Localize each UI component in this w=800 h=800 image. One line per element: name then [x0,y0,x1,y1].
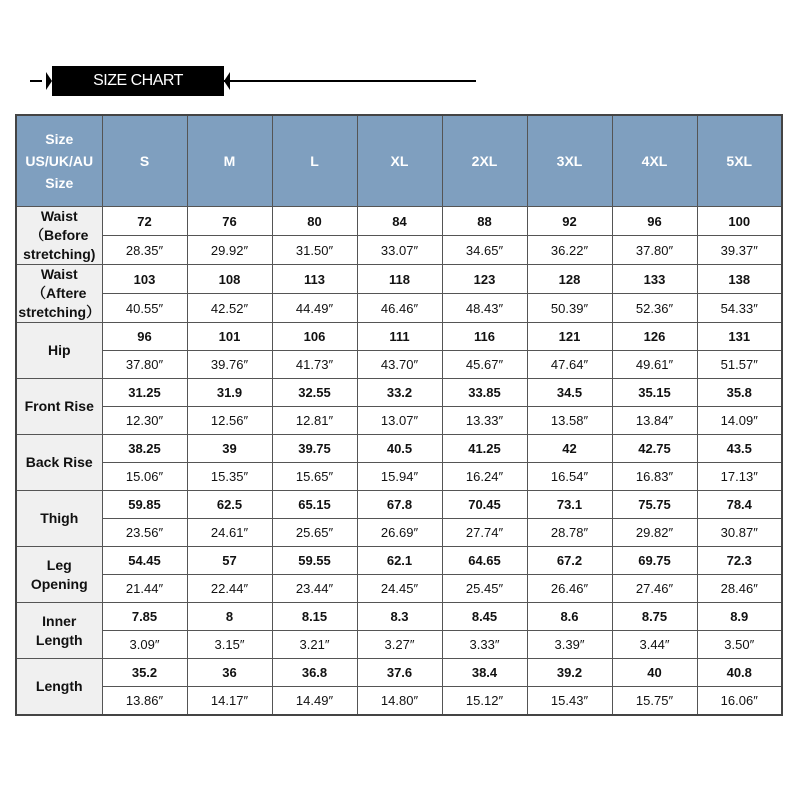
cm-value-cell: 131 [697,323,782,351]
cm-value-cell: 67.8 [357,491,442,519]
cm-value-cell: 70.45 [442,491,527,519]
cm-value-cell: 128 [527,265,612,294]
cm-value-cell: 39.2 [527,659,612,687]
table-row-cm [16,491,782,519]
cm-value-cell: 67.2 [527,547,612,575]
table-row-inch [16,463,782,491]
inch-value-cell: 15.94″ [357,463,442,491]
table-row-cm [16,207,782,236]
measurement-label [16,435,102,491]
cm-value-cell: 41.25 [442,435,527,463]
inch-value-cell: 13.58″ [527,407,612,435]
inch-value-cell: 44.49″ [272,294,357,323]
cm-value-cell: 78.4 [697,491,782,519]
inch-value-cell: 37.80″ [612,236,697,265]
cm-value-cell: 33.2 [357,379,442,407]
header-label-line: Size [45,131,74,147]
cm-value-cell: 59.55 [272,547,357,575]
inch-value-cell: 13.84″ [612,407,697,435]
inch-value-cell: 15.35″ [187,463,272,491]
inch-value-cell: 13.07″ [357,407,442,435]
table-row-inch [16,575,782,603]
inch-value-cell: 27.46″ [612,575,697,603]
inch-value-cell: 46.46″ [357,294,442,323]
inch-value-cell: 42.52″ [187,294,272,323]
measurement-label-line: （Aftere [32,285,87,301]
size-column-header: XL [357,115,442,207]
inch-value-cell: 12.81″ [272,407,357,435]
inch-value-cell: 25.65″ [272,519,357,547]
cm-value-cell: 75.75 [612,491,697,519]
measurement-label-line: Length [35,678,83,694]
inch-value-cell: 3.50″ [697,631,782,659]
banner-title: SIZE CHART [52,66,224,96]
cm-value-cell: 123 [442,265,527,294]
table-row-inch [16,351,782,379]
cm-value-cell: 8.75 [612,603,697,631]
cm-value-cell: 31.25 [102,379,187,407]
cm-value-cell: 108 [187,265,272,294]
cm-value-cell: 35.8 [697,379,782,407]
measurement-label [16,659,102,716]
inch-value-cell: 16.06″ [697,687,782,716]
inch-value-cell: 31.50″ [272,236,357,265]
cm-value-cell: 40.8 [697,659,782,687]
measurement-label-line: Thigh [40,510,79,526]
inch-value-cell: 28.46″ [697,575,782,603]
cm-value-cell: 38.4 [442,659,527,687]
cm-value-cell: 101 [187,323,272,351]
cm-value-cell: 72.3 [697,547,782,575]
inch-value-cell: 40.55″ [102,294,187,323]
size-column-header: M [187,115,272,207]
inch-value-cell: 16.54″ [527,463,612,491]
cm-value-cell: 8.45 [442,603,527,631]
measurement-label-line: Length [35,631,83,648]
cm-value-cell: 62.5 [187,491,272,519]
cm-value-cell: 106 [272,323,357,351]
header-label-line: Size [45,175,74,191]
inch-value-cell: 49.61″ [612,351,697,379]
size-column-header: 4XL [612,115,697,207]
inch-value-cell: 3.44″ [612,631,697,659]
measurement-label-line: Waist [40,208,78,224]
cm-value-cell: 7.85 [102,603,187,631]
inch-value-cell: 39.76″ [187,351,272,379]
inch-value-cell: 23.44″ [272,575,357,603]
inch-value-cell: 28.35″ [102,236,187,265]
cm-value-cell: 59.85 [102,491,187,519]
cm-value-cell: 40.5 [357,435,442,463]
cm-value-cell: 34.5 [527,379,612,407]
cm-value-cell: 138 [697,265,782,294]
measurement-label [16,547,102,603]
cm-value-cell: 57 [187,547,272,575]
cm-value-cell: 96 [612,207,697,236]
inch-value-cell: 3.39″ [527,631,612,659]
inch-value-cell: 14.80″ [357,687,442,716]
inch-value-cell: 33.07″ [357,236,442,265]
measurement-label [16,323,102,379]
cm-value-cell: 33.85 [442,379,527,407]
inch-value-cell: 22.44″ [187,575,272,603]
inch-value-cell: 26.69″ [357,519,442,547]
cm-value-cell: 133 [612,265,697,294]
size-header-cell [16,115,102,207]
inch-value-cell: 28.78″ [527,519,612,547]
table-row-inch [16,519,782,547]
cm-value-cell: 43.5 [697,435,782,463]
measurement-label-line: Inner [42,612,77,629]
inch-value-cell: 24.61″ [187,519,272,547]
inch-value-cell: 3.27″ [357,631,442,659]
inch-value-cell: 12.56″ [187,407,272,435]
inch-value-cell: 54.33″ [697,294,782,323]
cm-value-cell: 35.2 [102,659,187,687]
table-row-cm [16,323,782,351]
inch-value-cell: 23.56″ [102,519,187,547]
header-label-line: US/UK/AU [25,153,94,169]
table-row-cm [16,379,782,407]
cm-value-cell: 36 [187,659,272,687]
inch-value-cell: 24.45″ [357,575,442,603]
inch-value-cell: 3.21″ [272,631,357,659]
table-row-cm [16,603,782,631]
inch-value-cell: 15.43″ [527,687,612,716]
cm-value-cell: 92 [527,207,612,236]
cm-value-cell: 32.55 [272,379,357,407]
size-column-header: L [272,115,357,207]
inch-value-cell: 3.15″ [187,631,272,659]
table-row-inch [16,687,782,716]
measurement-label-line: stretching) [23,246,96,262]
cm-value-cell: 8.6 [527,603,612,631]
inch-value-cell: 12.30″ [102,407,187,435]
measurement-label [16,207,102,265]
cm-value-cell: 31.9 [187,379,272,407]
inch-value-cell: 3.33″ [442,631,527,659]
cm-value-cell: 38.25 [102,435,187,463]
inch-value-cell: 25.45″ [442,575,527,603]
measurement-label-line: Leg [46,556,72,573]
cm-value-cell: 113 [272,265,357,294]
cm-value-cell: 36.8 [272,659,357,687]
measurement-label-line: Front Rise [24,398,94,414]
banner-left-dash [30,80,42,82]
measurement-label-line: （Before [30,227,89,243]
inch-value-cell: 52.36″ [612,294,697,323]
inch-value-cell: 43.70″ [357,351,442,379]
cm-value-cell: 103 [102,265,187,294]
inch-value-cell: 45.67″ [442,351,527,379]
cm-value-cell: 126 [612,323,697,351]
cm-value-cell: 73.1 [527,491,612,519]
inch-value-cell: 39.37″ [697,236,782,265]
cm-value-cell: 118 [357,265,442,294]
table-row-inch [16,236,782,265]
cm-value-cell: 40 [612,659,697,687]
table-row-cm [16,659,782,687]
table-row-cm [16,547,782,575]
cm-value-cell: 42.75 [612,435,697,463]
inch-value-cell: 16.24″ [442,463,527,491]
cm-value-cell: 121 [527,323,612,351]
cm-value-cell: 62.1 [357,547,442,575]
measurement-label-line: stretching） [18,304,101,320]
inch-value-cell: 15.65″ [272,463,357,491]
table-row-cm [16,435,782,463]
inch-value-cell: 51.57″ [697,351,782,379]
measurement-label-line: Opening [30,575,88,592]
table-row-cm [16,265,782,294]
inch-value-cell: 27.74″ [442,519,527,547]
inch-value-cell: 37.80″ [102,351,187,379]
inch-value-cell: 48.43″ [442,294,527,323]
measurement-label [16,265,102,323]
inch-value-cell: 36.22″ [527,236,612,265]
cm-value-cell: 8 [187,603,272,631]
cm-value-cell: 76 [187,207,272,236]
cm-value-cell: 72 [102,207,187,236]
measurement-label-line: Back Rise [25,454,93,470]
measurement-label [16,603,102,659]
measurement-label [16,379,102,435]
cm-value-cell: 8.15 [272,603,357,631]
cm-value-cell: 100 [697,207,782,236]
inch-value-cell: 14.09″ [697,407,782,435]
measurement-label-line: Hip [47,342,71,358]
measurement-label-line: Waist [40,266,78,282]
cm-value-cell: 8.3 [357,603,442,631]
cm-value-cell: 64.65 [442,547,527,575]
banner-tick [206,76,208,86]
size-column-header: 5XL [697,115,782,207]
size-column-header: 2XL [442,115,527,207]
inch-value-cell: 13.33″ [442,407,527,435]
cm-value-cell: 65.15 [272,491,357,519]
inch-value-cell: 15.12″ [442,687,527,716]
inch-value-cell: 13.86″ [102,687,187,716]
inch-value-cell: 29.92″ [187,236,272,265]
cm-value-cell: 84 [357,207,442,236]
inch-value-cell: 14.49″ [272,687,357,716]
inch-value-cell: 30.87″ [697,519,782,547]
banner-rule [214,80,476,82]
cm-value-cell: 35.15 [612,379,697,407]
cm-value-cell: 69.75 [612,547,697,575]
table-row-inch [16,631,782,659]
size-column-header: S [102,115,187,207]
size-column-header: 3XL [527,115,612,207]
inch-value-cell: 50.39″ [527,294,612,323]
cm-value-cell: 37.6 [357,659,442,687]
size-chart-banner [28,64,488,100]
inch-value-cell: 15.75″ [612,687,697,716]
inch-value-cell: 26.46″ [527,575,612,603]
measurement-label [16,491,102,547]
inch-value-cell: 21.44″ [102,575,187,603]
table-header-row [16,115,782,207]
inch-value-cell: 29.82″ [612,519,697,547]
cm-value-cell: 42 [527,435,612,463]
cm-value-cell: 116 [442,323,527,351]
cm-value-cell: 88 [442,207,527,236]
inch-value-cell: 16.83″ [612,463,697,491]
inch-value-cell: 47.64″ [527,351,612,379]
inch-value-cell: 15.06″ [102,463,187,491]
inch-value-cell: 41.73″ [272,351,357,379]
size-chart-table [15,114,783,716]
table-body [16,207,782,716]
banner-tick [200,76,202,86]
table-row-inch [16,407,782,435]
cm-value-cell: 96 [102,323,187,351]
inch-value-cell: 34.65″ [442,236,527,265]
cm-value-cell: 8.9 [697,603,782,631]
inch-value-cell: 3.09″ [102,631,187,659]
cm-value-cell: 54.45 [102,547,187,575]
inch-value-cell: 17.13″ [697,463,782,491]
cm-value-cell: 39.75 [272,435,357,463]
inch-value-cell: 14.17″ [187,687,272,716]
cm-value-cell: 39 [187,435,272,463]
table-row-inch [16,294,782,323]
cm-value-cell: 111 [357,323,442,351]
cm-value-cell: 80 [272,207,357,236]
